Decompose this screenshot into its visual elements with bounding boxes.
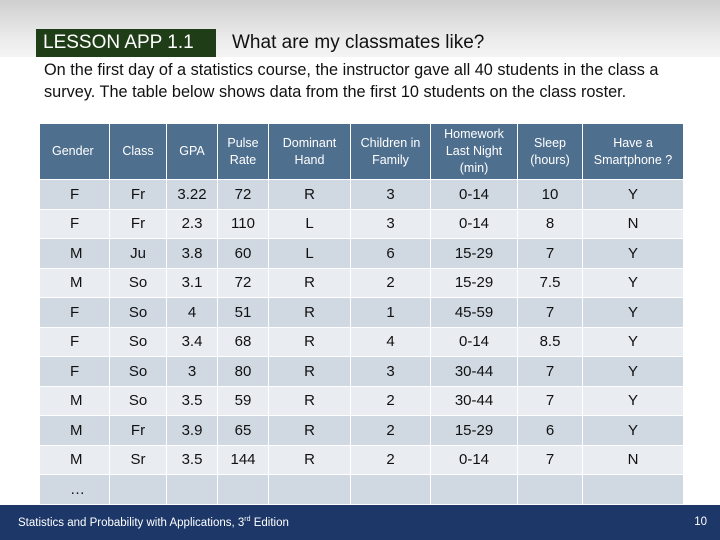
table-cell: 7 <box>518 386 583 416</box>
table-cell: N <box>583 445 684 475</box>
table-cell <box>431 475 518 505</box>
table-cell: 3.5 <box>167 386 218 416</box>
table-cell: Y <box>583 268 684 298</box>
table-cell: 1 <box>351 298 431 328</box>
table-cell: 2 <box>351 386 431 416</box>
table-cell: 3.22 <box>167 180 218 210</box>
table-cell: Fr <box>110 416 167 446</box>
table-cell <box>110 475 167 505</box>
table-cell: F <box>40 209 110 239</box>
table-cell: R <box>269 416 351 446</box>
column-header: Dominant Hand <box>269 124 351 180</box>
table-row <box>40 180 684 210</box>
table-cell: 2 <box>351 445 431 475</box>
table-cell: 7.5 <box>518 268 583 298</box>
table-row <box>40 416 684 446</box>
table-row <box>40 209 684 239</box>
data-table <box>39 123 684 505</box>
table-cell: R <box>269 298 351 328</box>
table-cell: 3.9 <box>167 416 218 446</box>
table-cell: L <box>269 209 351 239</box>
column-header: Sleep (hours) <box>518 124 583 180</box>
table-cell: Y <box>583 180 684 210</box>
column-header: Class <box>110 124 167 180</box>
table-cell: Y <box>583 298 684 328</box>
table-cell <box>518 475 583 505</box>
table-cell: So <box>110 357 167 387</box>
table-row-ellipsis <box>40 475 684 505</box>
table-cell: 65 <box>218 416 269 446</box>
table-cell: 2.3 <box>167 209 218 239</box>
table-cell: 15-29 <box>431 268 518 298</box>
intro-paragraph: On the first day of a statistics course, the instructor gave all 40 students in the class a survey. The table below shows data from the first 10 students on the class roster. <box>44 61 659 101</box>
table-cell: R <box>269 386 351 416</box>
table-cell: N <box>583 209 684 239</box>
table-cell: 3 <box>167 357 218 387</box>
table-cell: 15-29 <box>431 416 518 446</box>
table-cell: F <box>40 298 110 328</box>
table-cell: 8.5 <box>518 327 583 357</box>
table-cell <box>218 475 269 505</box>
table-cell: 3 <box>351 180 431 210</box>
table-cell: 6 <box>518 416 583 446</box>
table-cell: 0-14 <box>431 180 518 210</box>
page-number: 10 <box>694 516 707 528</box>
table-body <box>40 180 684 505</box>
table-cell: R <box>269 268 351 298</box>
table-cell: 3 <box>351 357 431 387</box>
table-cell: 7 <box>518 239 583 269</box>
column-header: GPA <box>167 124 218 180</box>
column-header: Children in Family <box>351 124 431 180</box>
table-cell: 3 <box>351 209 431 239</box>
table-cell: Fr <box>110 209 167 239</box>
table-cell: 72 <box>218 268 269 298</box>
table-row <box>40 298 684 328</box>
table-cell: Y <box>583 327 684 357</box>
footer-citation-main: Statistics and Probability with Applications, 3 <box>18 516 245 529</box>
table-row <box>40 386 684 416</box>
table-cell: 7 <box>518 298 583 328</box>
table-cell: 51 <box>218 298 269 328</box>
table-cell: 0-14 <box>431 209 518 239</box>
column-header: Homework Last Night (min) <box>431 124 518 180</box>
table-cell: R <box>269 357 351 387</box>
table-cell: So <box>110 327 167 357</box>
footer-bar <box>0 505 720 540</box>
table-cell: 3.4 <box>167 327 218 357</box>
table-header-row <box>40 124 684 180</box>
table-cell: So <box>110 298 167 328</box>
table-cell: 10 <box>518 180 583 210</box>
table-cell: 7 <box>518 357 583 387</box>
table-cell: Fr <box>110 180 167 210</box>
table-cell <box>269 475 351 505</box>
table-row <box>40 268 684 298</box>
page-title: What are my classmates like? <box>232 32 485 53</box>
table-cell: 30-44 <box>431 386 518 416</box>
table-cell: 4 <box>167 298 218 328</box>
table-cell: 59 <box>218 386 269 416</box>
table-cell <box>351 475 431 505</box>
table-cell: F <box>40 327 110 357</box>
table-cell: M <box>40 268 110 298</box>
table-cell: 72 <box>218 180 269 210</box>
table-cell <box>583 475 684 505</box>
table-cell: 0-14 <box>431 445 518 475</box>
table-cell: So <box>110 268 167 298</box>
table-cell: 2 <box>351 268 431 298</box>
table-cell: 4 <box>351 327 431 357</box>
table-cell: F <box>40 357 110 387</box>
table-row <box>40 445 684 475</box>
table-cell: 60 <box>218 239 269 269</box>
column-header: Have a Smartphone ? <box>583 124 684 180</box>
table-cell: Y <box>583 239 684 269</box>
table-cell: 3.5 <box>167 445 218 475</box>
table-row <box>40 239 684 269</box>
table-cell: R <box>269 327 351 357</box>
table-row <box>40 357 684 387</box>
table-cell: … <box>40 475 110 505</box>
table-cell: 7 <box>518 445 583 475</box>
table-cell: 80 <box>218 357 269 387</box>
table-cell: 110 <box>218 209 269 239</box>
table-cell: M <box>40 445 110 475</box>
table-cell: 3.8 <box>167 239 218 269</box>
table-cell: 6 <box>351 239 431 269</box>
table-cell: L <box>269 239 351 269</box>
table-cell: 68 <box>218 327 269 357</box>
table-cell: 144 <box>218 445 269 475</box>
table-cell: So <box>110 386 167 416</box>
table-cell: R <box>269 445 351 475</box>
footer-citation-sup: rd <box>244 516 251 523</box>
table-cell: Sr <box>110 445 167 475</box>
table-cell <box>167 475 218 505</box>
table-cell: M <box>40 416 110 446</box>
table-cell: Ju <box>110 239 167 269</box>
table-row <box>40 327 684 357</box>
footer-citation-end: Edition <box>250 516 289 529</box>
table-cell: Y <box>583 416 684 446</box>
table-cell: 2 <box>351 416 431 446</box>
table-cell: 45-59 <box>431 298 518 328</box>
table-cell: 3.1 <box>167 268 218 298</box>
table-cell: 0-14 <box>431 327 518 357</box>
column-header: Gender <box>40 124 110 180</box>
lesson-label: LESSON APP 1.1 <box>36 29 216 57</box>
table-cell: 8 <box>518 209 583 239</box>
table-cell: Y <box>583 386 684 416</box>
table-cell: M <box>40 386 110 416</box>
table-cell: R <box>269 180 351 210</box>
column-header: Pulse Rate <box>218 124 269 180</box>
table-cell: 30-44 <box>431 357 518 387</box>
table-cell: 15-29 <box>431 239 518 269</box>
table-cell: F <box>40 180 110 210</box>
table-cell: Y <box>583 357 684 387</box>
footer-citation <box>18 516 289 529</box>
table-cell: M <box>40 239 110 269</box>
